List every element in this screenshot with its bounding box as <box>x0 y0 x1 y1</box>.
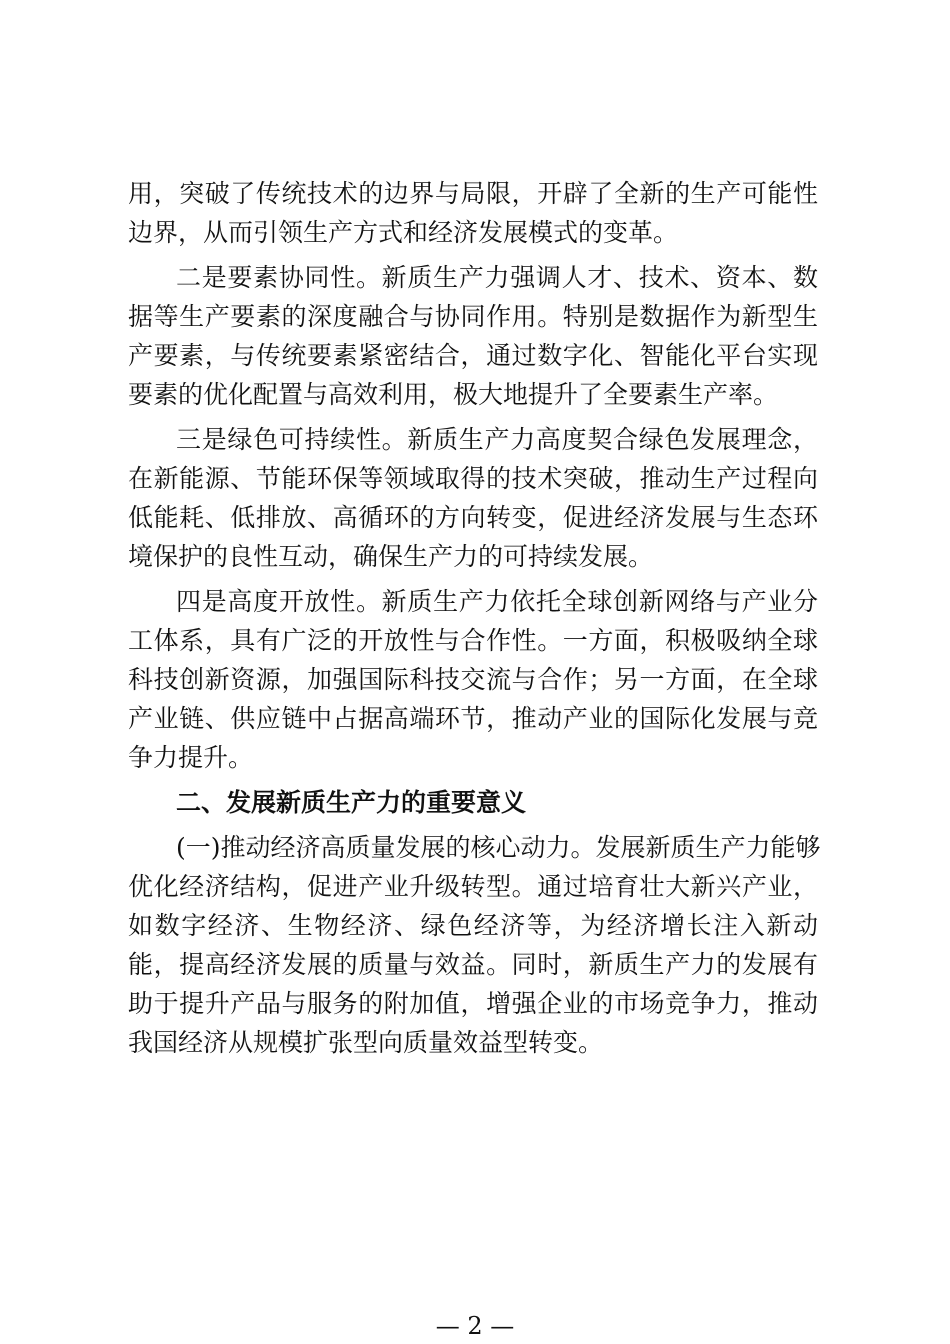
text-line: 如数字经济、生物经济、绿色经济等，为经济增长注入新动 <box>128 911 818 940</box>
text-line: 二是要素协同性。新质生产力强调人才、技术、资本、数 <box>176 263 818 292</box>
text-line: 产要素，与传统要素紧密结合，通过数字化、智能化平台实现 <box>128 341 818 370</box>
paragraph-continuation <box>128 174 818 252</box>
text-line: (一)推动经济高质量发展的核心动力。发展新质生产力能够 <box>176 833 821 862</box>
text-line: 助于提升产品与服务的附加值，增强企业的市场竞争力，推动 <box>128 989 818 1018</box>
paragraph-green-sustainability <box>128 420 818 576</box>
text-line: 四是高度开放性。新质生产力依托全球创新网络与产业分 <box>176 587 818 616</box>
text-line: 境保护的良性互动，确保生产力的可持续发展。 <box>128 542 654 571</box>
text-line: 产业链、供应链中占据高端环节，推动产业的国际化发展与竞 <box>128 704 818 733</box>
document-body <box>128 174 821 1062</box>
text-line: 边界，从而引领生产方式和经济发展模式的变革。 <box>128 218 679 247</box>
text-line: 我国经济从规模扩张型向质量效益型转变。 <box>128 1028 604 1057</box>
text-line: 工体系，具有广泛的开放性与合作性。一方面，积极吸纳全球 <box>128 626 818 655</box>
text-line: 据等生产要素的深度融合与协同作用。特别是数据作为新型生 <box>128 302 818 331</box>
text-line: 用，突破了传统技术的边界与局限，开辟了全新的生产可能性 <box>128 179 818 208</box>
text-line: 低能耗、低排放、高循环的方向转变，促进经济发展与生态环 <box>128 503 818 532</box>
text-line: 科技创新资源，加强国际科技交流与合作；另一方面，在全球 <box>128 665 818 694</box>
page-number: — 2 — <box>435 1312 515 1340</box>
text-line: 三是绿色可持续性。新质生产力高度契合绿色发展理念， <box>176 425 818 454</box>
text-line: 优化经济结构，促进产业升级转型。通过培育壮大新兴产业， <box>128 872 818 901</box>
text-line: 在新能源、节能环保等领域取得的技术突破，推动生产过程向 <box>128 464 818 493</box>
section-heading: 二、发展新质生产力的重要意义 <box>176 788 527 817</box>
text-line: 要素的优化配置与高效利用，极大地提升了全要素生产率。 <box>128 380 779 409</box>
paragraph-openness <box>128 582 818 777</box>
paragraph-core-driver <box>128 828 821 1062</box>
text-line: 争力提升。 <box>128 743 254 772</box>
text-line: 能，提高经济发展的质量与效益。同时，新质生产力的发展有 <box>128 950 818 979</box>
paragraph-factor-synergy <box>128 258 818 414</box>
